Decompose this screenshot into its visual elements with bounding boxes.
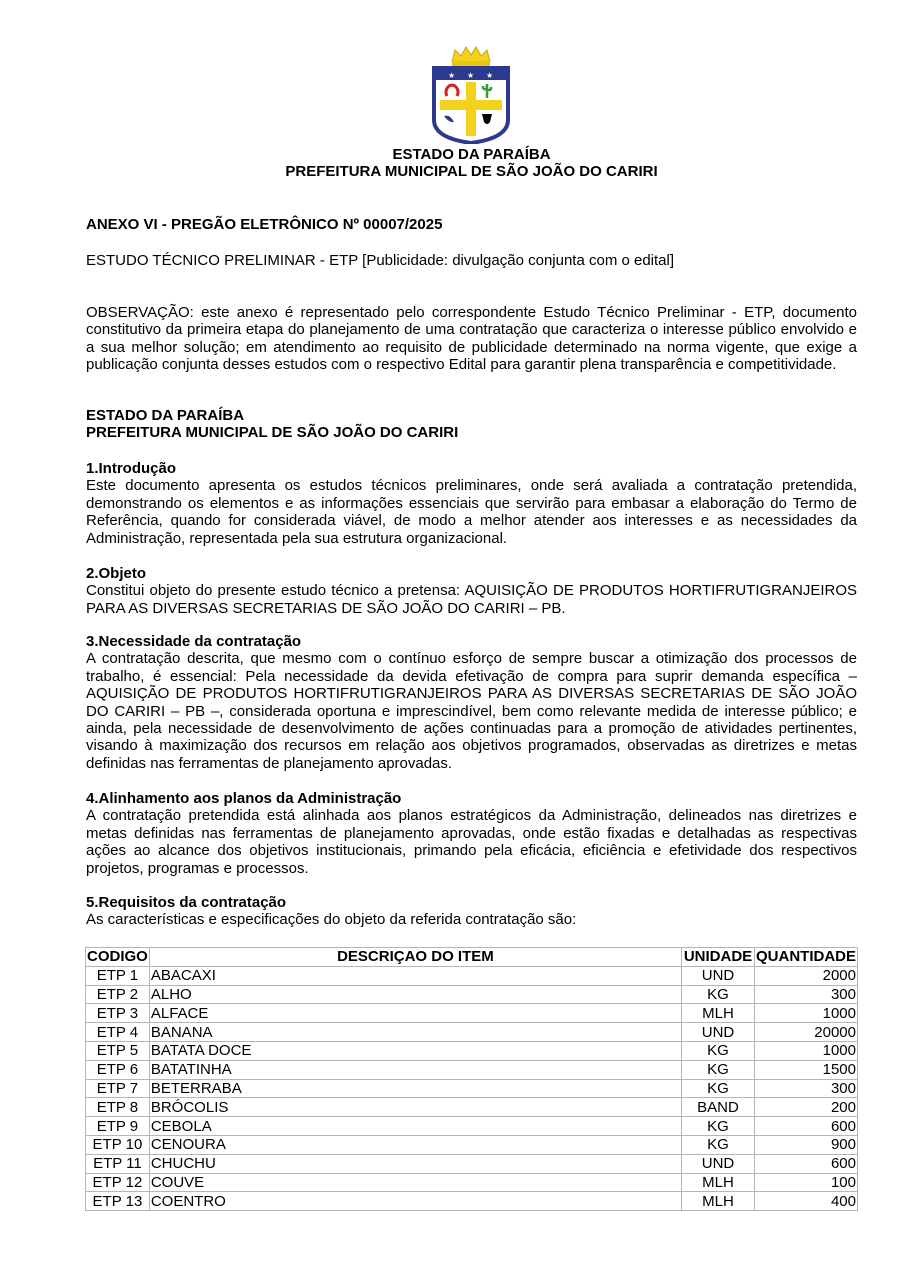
items-table	[85, 947, 858, 1211]
cell-codigo: ETP 12	[86, 1173, 150, 1192]
cell-codigo: ETP 3	[86, 1004, 150, 1023]
cell-codigo: ETP 6	[86, 1060, 150, 1079]
column-header-unidade: UNIDADE	[682, 948, 755, 967]
cell-quantidade: 600	[755, 1154, 858, 1173]
svg-text:★: ★	[448, 71, 456, 80]
section-necessidade	[86, 633, 857, 772]
cell-quantidade: 100	[755, 1173, 858, 1192]
section-requisitos	[86, 894, 857, 929]
section-body: As características e especificações do objeto da referida contratação são:	[86, 911, 577, 929]
section-title: 3.Necessidade da contratação	[86, 633, 302, 650]
table-header-row	[86, 948, 858, 967]
cell-descricao: ABACAXI	[149, 966, 681, 985]
section-title: 1.Introdução	[86, 460, 177, 477]
cell-unidade: UND	[682, 966, 755, 985]
cell-quantidade: 20000	[755, 1023, 858, 1042]
section-body: Constitui objeto do presente estudo técnico a pretensa: AQUISIÇÃO DE PRODUTOS HORTIFRUTIGRANJEIROS PARA AS DIVERSAS SECRETARIAS DE SÃO JOÃO DO CARIRI – PB.	[86, 582, 857, 617]
table-row	[86, 985, 858, 1004]
cell-codigo: ETP 5	[86, 1041, 150, 1060]
table-row	[86, 966, 858, 985]
column-header-codigo: CODIGO	[87, 948, 148, 966]
cell-descricao: CEBOLA	[149, 1117, 681, 1136]
cell-quantidade: 1000	[755, 1004, 858, 1023]
cell-descricao: ALFACE	[149, 1004, 681, 1023]
section-alinhamento	[86, 790, 857, 877]
cell-unidade: KG	[682, 1135, 755, 1154]
table-row	[86, 1192, 858, 1211]
cell-unidade: BAND	[682, 1098, 755, 1117]
cell-unidade: KG	[682, 1117, 755, 1136]
cell-descricao: COENTRO	[149, 1192, 681, 1211]
cell-codigo: ETP 4	[86, 1023, 150, 1042]
table-row	[86, 1117, 858, 1136]
cell-codigo: ETP 2	[86, 985, 150, 1004]
section-body: A contratação pretendida está alinhada aos planos estratégicos da Administração, delineados nas diretrizes e metas definidas nas ferramentas de planejamento aprovadas, onde estão fixadas e detalhadas as respectivas ações ao alcance dos objetivos institucionais, primando pela eficácia, eficiência e efetividade dos respectivos projetos, programas e processos.	[86, 807, 857, 877]
section-objeto	[86, 565, 857, 617]
cell-codigo: ETP 13	[86, 1192, 150, 1211]
section-title: 4.Alinhamento aos planos da Administração	[86, 790, 402, 807]
section-title: 2.Objeto	[86, 565, 147, 582]
coat-of-arms-logo	[430, 44, 512, 144]
cell-unidade: KG	[682, 1079, 755, 1098]
column-header-quantidade: QUANTIDADE	[756, 948, 856, 966]
municipality-name: PREFEITURA MUNICIPAL DE SÃO JOÃO DO CARIRI	[285, 163, 658, 181]
cell-unidade: MLH	[682, 1173, 755, 1192]
cell-descricao: CENOURA	[149, 1135, 681, 1154]
second-header	[86, 407, 857, 442]
cell-descricao: BRÓCOLIS	[149, 1098, 681, 1117]
document-header	[86, 146, 857, 181]
cell-codigo: ETP 9	[86, 1117, 150, 1136]
column-header-descricao: DESCRIÇAO DO ITEM	[149, 948, 681, 967]
cell-descricao: BANANA	[149, 1023, 681, 1042]
cell-quantidade: 1000	[755, 1041, 858, 1060]
cell-descricao: BATATINHA	[149, 1060, 681, 1079]
svg-text:★: ★	[486, 71, 494, 80]
table-row	[86, 1135, 858, 1154]
cell-unidade: KG	[682, 1041, 755, 1060]
observation-paragraph: OBSERVAÇÃO: este anexo é representado pelo correspondente Estudo Técnico Preliminar - ETP, documento constitutivo da primeira etapa do planejamento de uma contratação que caracteriza o interesse público envolvido e a sua melhor solução; em atendimento ao requisito de publicidade determinado na norma vigente, que exige a publicação conjunta desses estudos com o respectivo Edital para garantir plena transparência e competitividade.	[86, 304, 857, 374]
table-row	[86, 1041, 858, 1060]
table-row	[86, 1079, 858, 1098]
cell-descricao: BATATA DOCE	[149, 1041, 681, 1060]
table-body	[86, 966, 858, 1210]
cell-unidade: KG	[682, 985, 755, 1004]
etp-subtitle: ESTUDO TÉCNICO PRELIMINAR - ETP [Publicidade: divulgação conjunta com o edital]	[86, 252, 675, 269]
cell-descricao: ALHO	[149, 985, 681, 1004]
cell-unidade: UND	[682, 1023, 755, 1042]
cell-quantidade: 900	[755, 1135, 858, 1154]
cell-codigo: ETP 10	[86, 1135, 150, 1154]
cell-descricao: CHUCHU	[149, 1154, 681, 1173]
cell-quantidade: 300	[755, 985, 858, 1004]
section-body: Este documento apresenta os estudos técnicos preliminares, onde será avaliada a contratação pretendida, demonstrando os elementos e as informações essenciais que servirão para embasar a elaboração do Termo de Referência, quando for considerada viável, de modo a melhor atender aos interesses e as necessidades da Administração, representada pela sua estrutura organizacional.	[86, 477, 857, 547]
section-body: A contratação descrita, que mesmo com o contínuo esforço de sempre buscar a otimização dos processos de trabalho, é essencial: Pela necessidade da devida efetivação de compra para suprir demanda específica – AQUISIÇÃO DE PRODUTOS HORTIFRUTIGRANJEIROS PARA AS DIVERSAS SECRETARIAS DE SÃO JOÃO DO CARIRI – PB –, considerada oportuna e imprescindível, bem como relevante medida de interesse público; e ainda, pela necessidade de desenvolvimento de ações continuadas para a promoção de atividades pertinentes, visando à maximização dos recursos em relação aos objetivos programados, observadas as diretrizes e metas definidas nas ferramentas de planejamento aprovadas.	[86, 650, 857, 772]
cell-unidade: MLH	[682, 1192, 755, 1211]
cell-quantidade: 2000	[755, 966, 858, 985]
cell-quantidade: 300	[755, 1079, 858, 1098]
cell-quantidade: 400	[755, 1192, 858, 1211]
cell-quantidade: 600	[755, 1117, 858, 1136]
cell-codigo: ETP 7	[86, 1079, 150, 1098]
cell-descricao: COUVE	[149, 1173, 681, 1192]
cell-codigo: ETP 1	[86, 966, 150, 985]
municipality-name-2: PREFEITURA MUNICIPAL DE SÃO JOÃO DO CARIRI	[86, 424, 459, 442]
table-row	[86, 1098, 858, 1117]
table-row	[86, 1023, 858, 1042]
cell-codigo: ETP 11	[86, 1154, 150, 1173]
table-row	[86, 1060, 858, 1079]
table-row	[86, 1154, 858, 1173]
cell-quantidade: 200	[755, 1098, 858, 1117]
cell-unidade: KG	[682, 1060, 755, 1079]
annex-title: ANEXO VI - PREGÃO ELETRÔNICO Nº 00007/2025	[86, 216, 443, 233]
cell-codigo: ETP 8	[86, 1098, 150, 1117]
state-name: ESTADO DA PARAÍBA	[392, 146, 551, 163]
section-introducao	[86, 460, 857, 547]
cell-unidade: UND	[682, 1154, 755, 1173]
table-row	[86, 1004, 858, 1023]
section-title: 5.Requisitos da contratação	[86, 894, 287, 911]
table-row	[86, 1173, 858, 1192]
cell-unidade: MLH	[682, 1004, 755, 1023]
cell-descricao: BETERRABA	[149, 1079, 681, 1098]
cell-quantidade: 1500	[755, 1060, 858, 1079]
svg-text:★: ★	[467, 71, 475, 80]
state-name-2: ESTADO DA PARAÍBA	[86, 407, 245, 424]
